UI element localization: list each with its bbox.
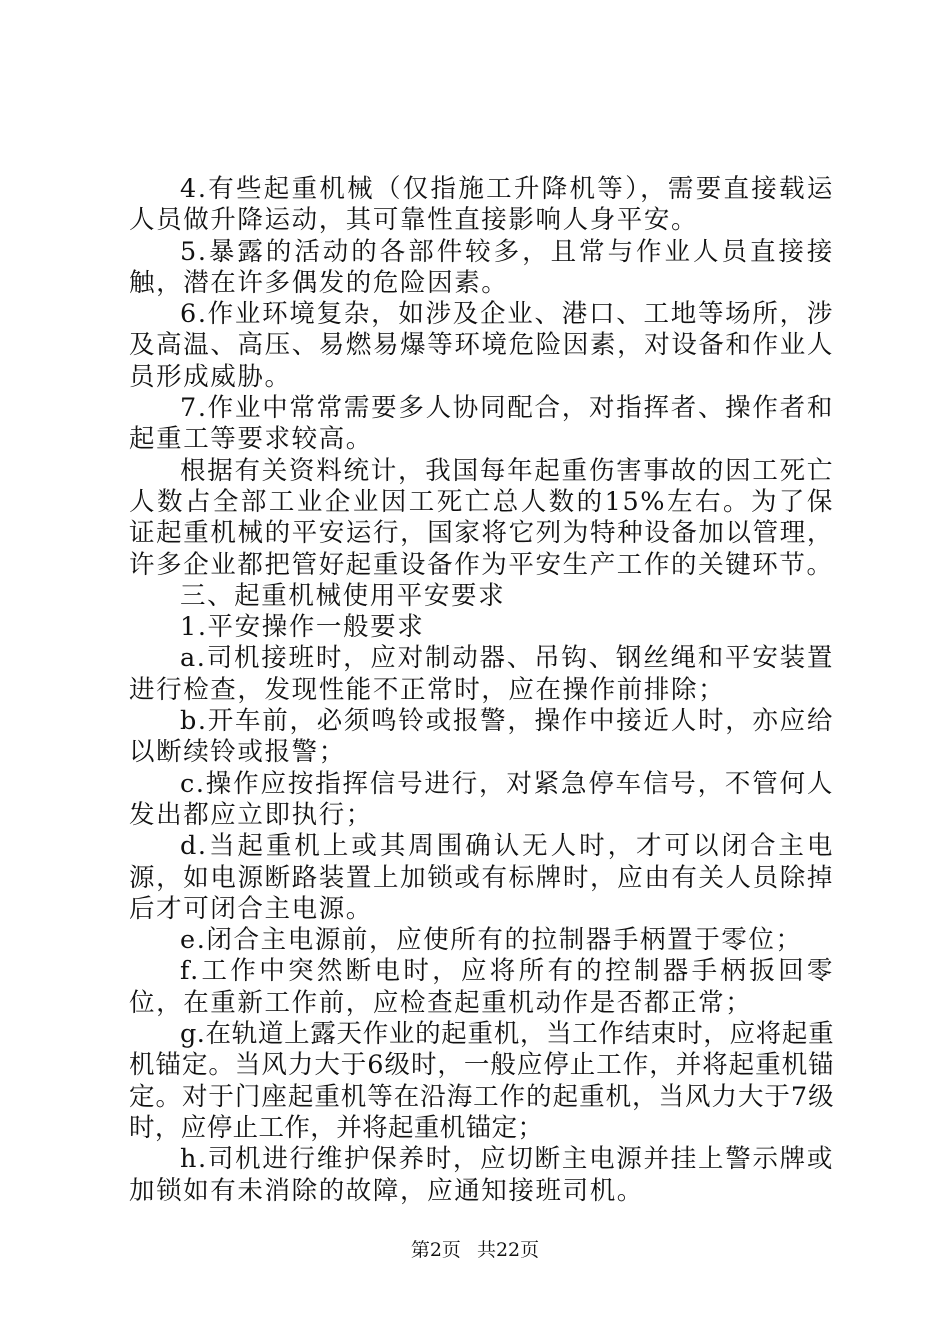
rule-e: e.闭合主电源前，应使所有的拉制器手柄置于零位； xyxy=(180,925,803,956)
rule-c: c.操作应按指挥信号进行，对紧急停车信号，不管何人发出都应立即执行； xyxy=(129,768,834,830)
section-heading: 三、起重机械使用平安要求 xyxy=(180,580,506,611)
page-footer xyxy=(0,1238,950,1262)
rule-d: d.当起重机上或其周围确认无人时，才可以闭合主电源，如电源断路装置上加锁或有标牌时，应由有关人员除掉后才可闭合主电源。 xyxy=(129,831,834,924)
rule-a: a.司机接班时，应对制动器、吊钩、钢丝绳和平安装置进行检查，发现性能不正常时，应在操作前排除； xyxy=(129,643,834,705)
page-total: 共22页 xyxy=(476,1239,540,1261)
rule-h: h.司机进行维护保养时，应切断主电源并挂上警示牌或加锁如有未消除的故障，应通知接班司机。 xyxy=(129,1144,834,1206)
paragraph-statistics: 根据有关资料统计，我国每年起重伤害事故的因工死亡人数占全部工业企业因工死亡总人数的15%左右。为了保证起重机械的平安运行，国家将它列为特种设备加以管理，许多企业都把管好起重设备作为平安生产工作的关键环节。 xyxy=(129,455,834,580)
document-body xyxy=(129,174,834,1207)
paragraph-item-5: 5.暴露的活动的各部件较多，且常与作业人员直接接触，潜在许多偶发的危险因素。 xyxy=(129,236,834,298)
subsection-heading: 1.平安操作一般要求 xyxy=(180,612,425,643)
rule-f: f.工作中突然断电时，应将所有的控制器手柄扳回零位，在重新工作前，应检查起重机动作是否都正常； xyxy=(129,956,834,1018)
paragraph-item-4: 4.有些起重机械（仅指施工升降机等），需要直接载运人员做升降运动，其可靠性直接影响人身平安。 xyxy=(129,174,834,236)
paragraph-item-7: 7.作业中常常需要多人协同配合，对指挥者、操作者和起重工等要求较高。 xyxy=(129,393,834,455)
rule-g: g.在轨道上露天作业的起重机，当工作结束时，应将起重机锚定。当风力大于6级时，一般应停止工作，并将起重机锚定。对于门座起重机等在沿海工作的起重机，当风力大于7级时，应停止工作，并将起重机锚定； xyxy=(129,1019,834,1143)
page-number: 第2页 xyxy=(410,1239,461,1261)
rule-b: b.开车前，必须鸣铃或报警，操作中接近人时，亦应给以断续铃或报警； xyxy=(129,706,834,768)
paragraph-item-6: 6.作业环境复杂，如涉及企业、港口、工地等场所，涉及高温、高压、易燃易爆等环境危险因素，对设备和作业人员形成威胁。 xyxy=(129,299,834,392)
